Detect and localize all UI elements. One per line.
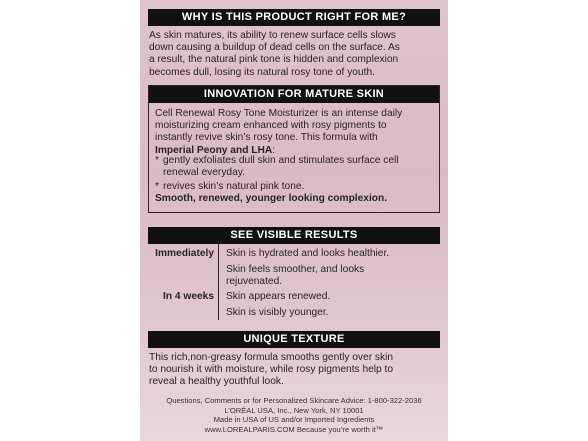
results-label-4-weeks: In 4 weeks [163,291,214,302]
section-texture-text [149,352,393,389]
text-line: As skin matures, its ability to renew surface cells slows [149,30,396,41]
text-line: instantly revive skin’s rosy tone. This formula with [155,132,378,144]
results-divider [218,244,219,320]
text-line: down causing a buildup of dead cells on the surface. As [149,42,400,54]
ingredients: Imperial Peony and LHA [155,144,273,156]
footer-line: Made in USA of US and/or Imported Ingredients [213,415,375,425]
result-item [226,264,364,288]
section-results-heading: SEE VISIBLE RESULTS [148,227,440,244]
footer-line: www.LOREALPARIS.COM Because you’re worth it™ [204,424,384,434]
text-line: to nourish it with moisture, while rosy pigments help to [149,364,394,376]
result-item: Skin appears renewed. [226,291,331,302]
bullet-item: revives skin’s natural pink tone. [163,181,305,192]
text-line: Cell Renewal Rosy Tone Moisturizer is an intense daily [155,108,403,119]
text-line: Skin feels smoother, and looks [226,264,365,275]
text-line: a result, the natural pink tone is hidden and complexion [149,54,399,66]
ingredients-colon: : [272,144,276,156]
text-line: gently exfoliates dull skin and stimulates surface cell [163,155,399,166]
text-line: rejuvenated. [226,276,283,288]
bullet-icon: * [155,181,159,192]
text-line: becomes dull, losing its natural rosy tone of youth. [149,66,375,78]
text-line: renewal everyday. [163,167,245,179]
product-info-panel [140,0,448,441]
footer-line: L’ORÉAL USA, Inc., New York, NY 10001 [224,405,364,415]
footer [140,396,448,434]
text-line: moisturizing cream enhanced with rosy pigments to [155,120,387,132]
result-item: Skin is hydrated and looks healthier. [226,248,390,259]
section-texture-heading: UNIQUE TEXTURE [148,331,440,348]
text-line: This rich,non-greasy formula smooths gently over skin [149,352,394,363]
result-item: Skin is visibly younger. [226,307,329,318]
section-why-heading: WHY IS THIS PRODUCT RIGHT FOR ME? [148,9,440,26]
innovation-tagline: Smooth, renewed, younger looking complexion. [155,193,388,204]
bullet-item [163,155,399,179]
section-why-text [149,30,400,79]
section-innovation-heading: INNOVATION FOR MATURE SKIN [149,86,439,103]
bullet-icon: * [155,155,159,166]
text-line: reveal a healthy youthful look. [149,376,284,388]
results-label-immediately: Immediately [155,248,214,259]
footer-line: Questions, Comments or for Personalized Skincare Advice: 1-800-322-2036 [166,396,422,405]
section-innovation-text [155,108,402,157]
